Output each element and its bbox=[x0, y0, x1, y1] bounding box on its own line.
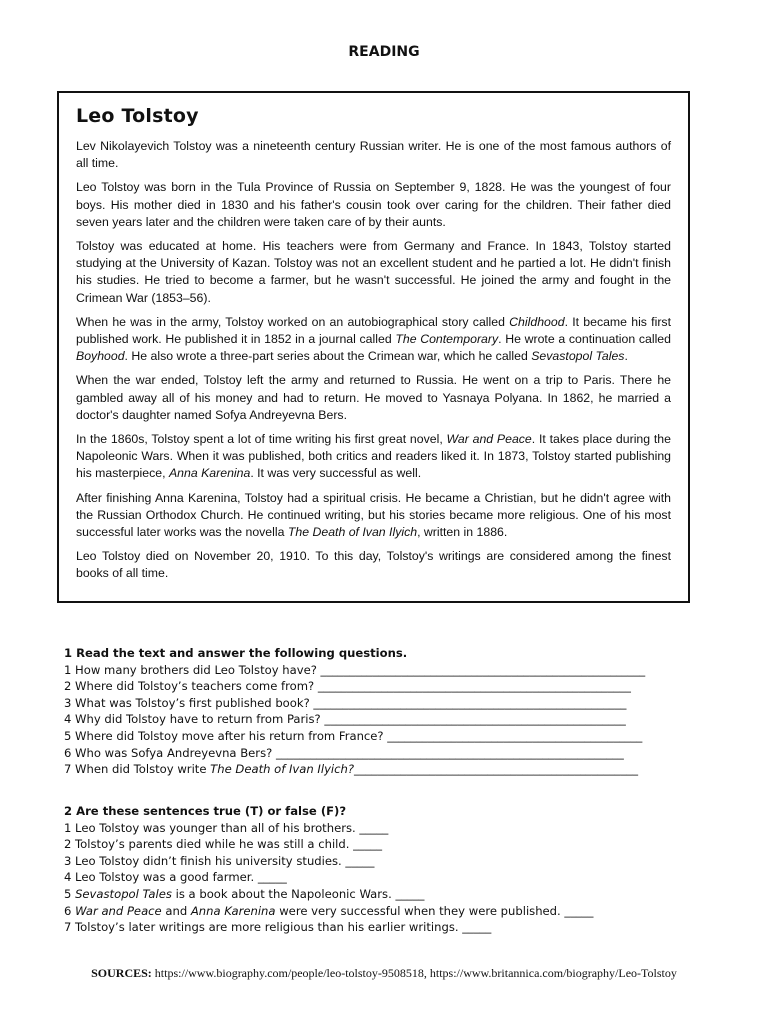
article-paragraph bbox=[76, 490, 671, 542]
text-run: _________________________________________________ bbox=[354, 762, 639, 777]
text-run: In the 1860s, Tolstoy spent a lot of time writing his first great novel, bbox=[76, 432, 447, 447]
article-paragraph bbox=[76, 431, 671, 483]
italic-title-text: The Contemporary bbox=[395, 332, 499, 347]
text-run: Leo Tolstoy died on November 20, 1910. To this day, Tolstoy's writings are considered among the finest books of all time. bbox=[76, 549, 671, 581]
text-run: . bbox=[624, 349, 628, 364]
italic-title-text: The Death of Ivan Ilyich bbox=[287, 525, 418, 540]
article-paragraph bbox=[76, 179, 671, 231]
text-run: 2 Tolstoy’s parents died while he was still a child. _____ bbox=[64, 837, 383, 852]
text-run: . It became his first published work. He published it in 1852 in a journal called bbox=[76, 314, 671, 347]
text-run: . He wrote a continuation called bbox=[498, 332, 671, 347]
sources-label: SOURCES: bbox=[91, 966, 152, 980]
article-title: Leo Tolstoy bbox=[76, 105, 199, 127]
exercise-1 bbox=[64, 645, 696, 778]
statement-line bbox=[64, 903, 696, 920]
text-run: is a book about the Napoleonic Wars. _____ bbox=[171, 886, 425, 901]
text-run: 5 Where did Tolstoy move after his return from France? ____________________________________________ bbox=[64, 728, 643, 743]
exercise-2-statements bbox=[64, 820, 696, 936]
page-heading: READING bbox=[348, 44, 420, 60]
article-paragraph bbox=[76, 138, 671, 172]
article-paragraph bbox=[76, 238, 671, 307]
exercise-1-heading: 1 Read the text and answer the following questions. bbox=[64, 646, 408, 660]
text-run: 7 Tolstoy’s later writings are more religious than his earlier writings. _____ bbox=[64, 920, 492, 935]
text-run: Lev Nikolayevich Tolstoy was a nineteenth century Russian writer. He is one of the most famous authors of all time. bbox=[76, 139, 671, 171]
text-run: 2 Where did Tolstoy’s teachers come from? ______________________________________________________ bbox=[64, 679, 631, 694]
text-run: . He also wrote a three-part series about the Crimean war, which he called bbox=[124, 349, 532, 364]
question-line bbox=[64, 695, 696, 712]
article-body bbox=[76, 138, 671, 583]
text-run: 4 Why did Tolstoy have to return from Paris? ____________________________________________________ bbox=[64, 712, 626, 727]
text-run: 3 What was Tolstoy’s first published book? ______________________________________________________ bbox=[64, 695, 627, 710]
text-run: 6 bbox=[64, 903, 76, 918]
italic-title-text: War and Peace bbox=[446, 432, 532, 447]
italic-title-text: Sevastopol Tales bbox=[75, 886, 172, 901]
statement-line bbox=[64, 869, 696, 886]
text-run: After finishing Anna Karenina, Tolstoy had a spiritual crisis. He became a Christian, but he didn't agree with the Russian Orthodox Church. He continued writing, but his stories became more religious. One of his most successful later works was the novella bbox=[76, 490, 671, 540]
exercise-2-heading: 2 Are these sentences true (T) or false (F)? bbox=[64, 804, 347, 818]
statement-line bbox=[64, 886, 696, 903]
italic-title-text: Boyhood bbox=[76, 349, 125, 364]
article-paragraph bbox=[76, 372, 671, 424]
exercise-2 bbox=[64, 803, 696, 936]
text-run: Leo Tolstoy was born in the Tula Province of Russia on September 9, 1828. He was the youngest of four boys. His mother died in 1830 and his father's cousin took over caring for the children. Their father died seven years later and the children were taken care of by their aunts. bbox=[76, 180, 671, 229]
text-run: . It takes place during the Napoleonic Wars. When it was published, both critics and readers liked it. In 1873, Tolstoy started publishing his masterpiece, bbox=[76, 432, 671, 481]
exercise-1-questions bbox=[64, 662, 696, 778]
text-run: Tolstoy was educated at home. His teachers were from Germany and France. In 1843, Tolstoy started studying at the University of Kazan. Tolstoy was not an excellent student and he partied a lot. He didn't finish his studies. He tried to become a farmer, but he wasn't successful. He joined the army and fought in the Crimean War (1853–56). bbox=[76, 239, 671, 305]
question-line bbox=[64, 711, 696, 728]
text-run: When he was in the army, Tolstoy worked on an autobiographical story called bbox=[76, 314, 510, 329]
statement-line bbox=[64, 853, 696, 870]
text-run: and bbox=[161, 903, 191, 918]
text-run: 1 Leo Tolstoy was younger than all of his brothers. _____ bbox=[64, 820, 389, 835]
text-run: 7 When did Tolstoy write bbox=[64, 762, 211, 777]
question-line bbox=[64, 728, 696, 745]
article-paragraph bbox=[76, 548, 671, 582]
question-line bbox=[64, 745, 696, 762]
italic-title-text: Anna Karenina bbox=[168, 466, 251, 481]
italic-title-text: Anna Karenina bbox=[190, 903, 276, 918]
text-run: 5 bbox=[64, 886, 76, 901]
question-line bbox=[64, 761, 696, 778]
question-line bbox=[64, 662, 696, 679]
statement-line bbox=[64, 919, 696, 936]
text-run: 6 Who was Sofya Andreyevna Bers? ____________________________________________________________ bbox=[64, 745, 624, 760]
article-paragraph bbox=[76, 314, 671, 366]
sources-text: https://www.biography.com/people/leo-tolstoy-9508518, https://www.britannica.com/biography/Leo-Tolstoy bbox=[151, 966, 677, 980]
text-run: 4 Leo Tolstoy was a good farmer. _____ bbox=[64, 870, 287, 885]
question-line bbox=[64, 678, 696, 695]
text-run: 3 Leo Tolstoy didn’t finish his university studies. _____ bbox=[64, 853, 375, 868]
italic-title-text: Childhood bbox=[509, 314, 565, 329]
statement-line bbox=[64, 836, 696, 853]
italic-title-text: War and Peace bbox=[75, 903, 162, 918]
sources-footer bbox=[64, 966, 704, 981]
text-run: When the war ended, Tolstoy left the army and returned to Russia. He went on a trip to Paris. There he gambled away all of his money and had to return. He moved to Yasnaya Polyana. In 1862, he married a doctor's daughter named Sofya Andreyevna Bers. bbox=[76, 373, 671, 422]
reading-article bbox=[57, 91, 690, 603]
italic-title-text: The Death of Ivan Ilyich? bbox=[210, 762, 355, 777]
statement-line bbox=[64, 820, 696, 837]
italic-title-text: Sevastopol Tales bbox=[531, 349, 625, 364]
text-run: 1 How many brothers did Leo Tolstoy have? ________________________________________________________ bbox=[64, 662, 646, 677]
text-run: , written in 1886. bbox=[417, 525, 508, 540]
text-run: were very successful when they were published. _____ bbox=[275, 903, 594, 918]
text-run: . It was very successful as well. bbox=[250, 466, 422, 481]
